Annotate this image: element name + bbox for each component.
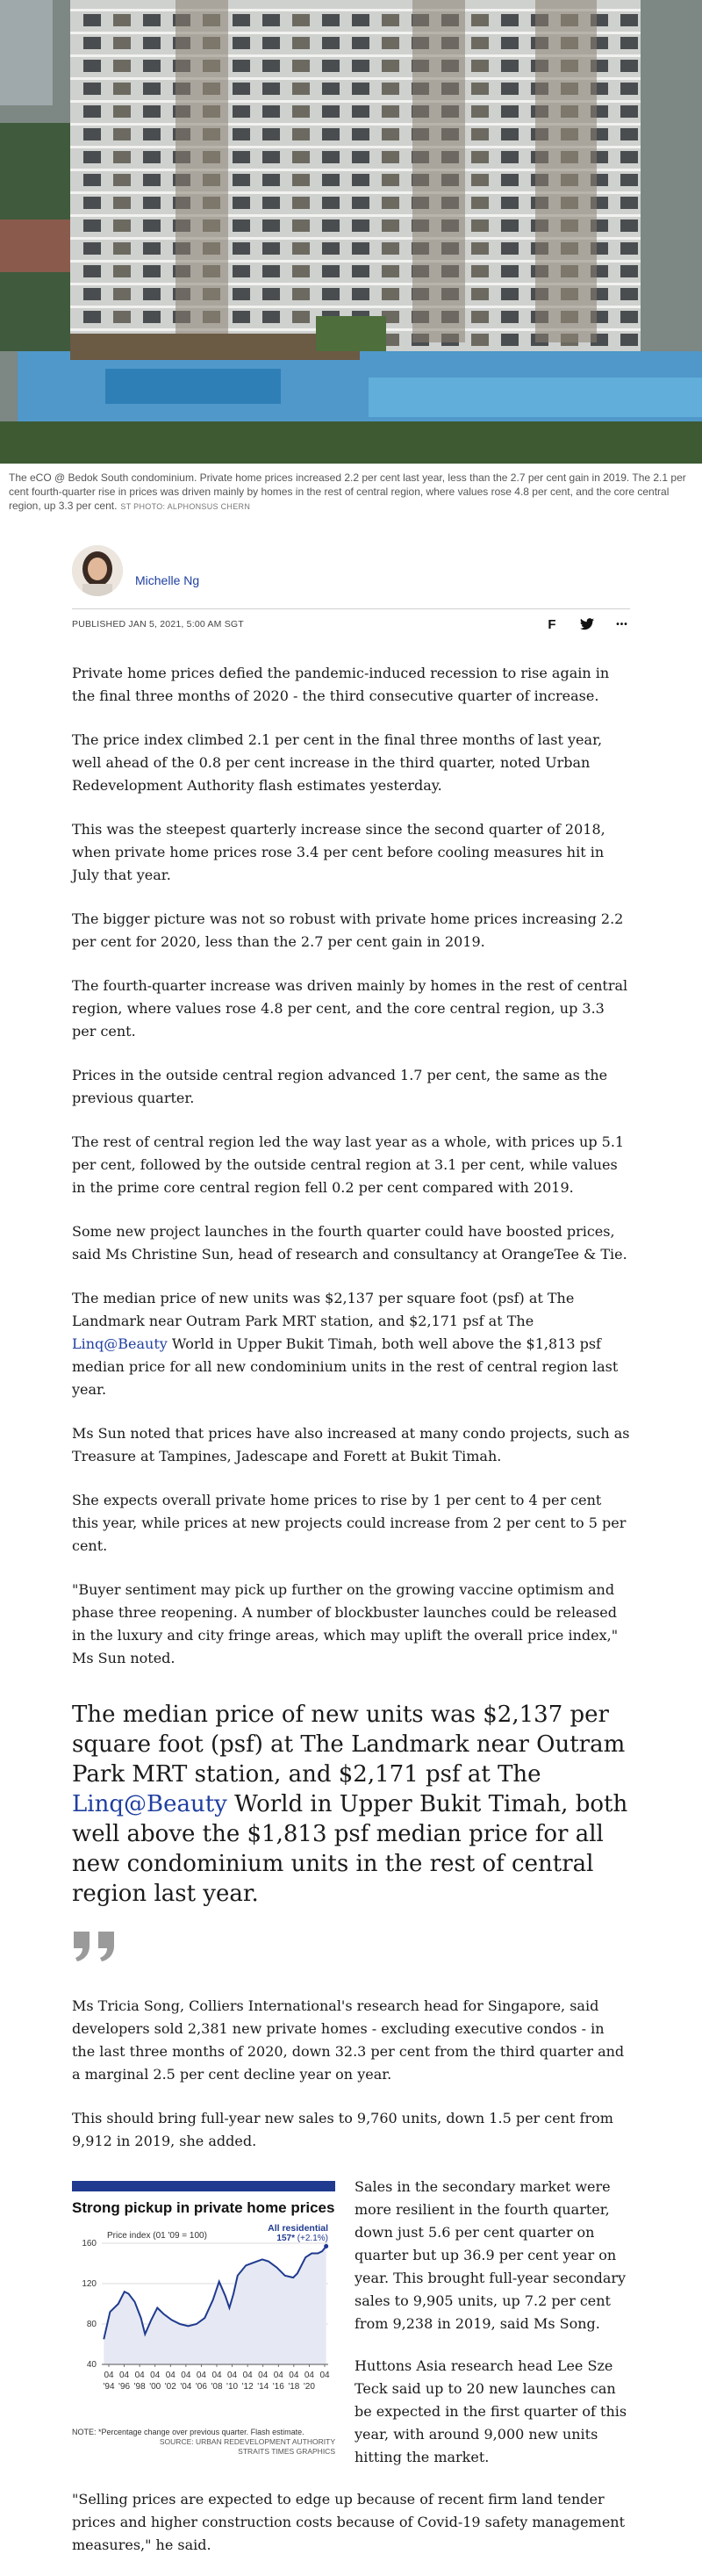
linq-beauty-link[interactable]: Linq@Beauty	[72, 1335, 168, 1352]
paragraph: Some new project launches in the fourth quarter could have boosted prices, said Ms Christine Sun, head of research and consultancy at OrangeTee & Tie.	[72, 1223, 627, 1263]
photo-caption	[0, 464, 702, 514]
x-tick-label-year: '96	[118, 2382, 131, 2392]
x-tick-label-year: '98	[133, 2382, 146, 2392]
caption-text: The eCO @ Bedok South condominium. Private home prices increased 2.2 per cent last year, less than the 2.7 per cent gain in 2019. The 2.1 per cent fourth-quarter rise in prices was driven mainly by homes in the rest of central region, where values rose 4.8 per cent, and the core central region, up 3.3 per cent.	[9, 471, 686, 512]
x-tick-label-year: '08	[211, 2382, 223, 2392]
quote-icon	[72, 1928, 630, 1972]
paragraph: Prices in the outside central region advanced 1.7 per cent, the same as the previous quarter.	[72, 1067, 608, 1106]
x-tick-label-quarter: 04	[319, 2371, 330, 2380]
x-tick-label-year: '18	[288, 2382, 300, 2392]
paragraph: The price index climbed 2.1 per cent in the final three months of last year, well ahead of the 0.8 per cent increase in the third quarter, noted Urban Redevelopment Authority flash estimates yesterday.	[72, 731, 603, 794]
x-tick-label-quarter: 04	[134, 2371, 145, 2380]
x-tick-label-quarter: 04	[181, 2371, 191, 2380]
paragraph: Private home prices defied the pandemic-induced recession to rise again in the final three months of 2020 - the third consecutive quarter of increase.	[72, 665, 610, 704]
text-span: World in Upper Bukit Timah, both well above the $1,813 psf median price for all new condominium units in the rest of central region last year.	[72, 1791, 628, 1907]
text-span: World in Upper Bukit Timah, both well above the $1,813 psf median price for all new condominium units in the rest of central region last year.	[72, 1335, 619, 1398]
x-tick-label-quarter: 04	[119, 2371, 130, 2380]
paragraph-median-price	[72, 1287, 630, 1401]
x-tick-label-year: '02	[164, 2382, 176, 2392]
x-tick-label-quarter: 04	[273, 2371, 283, 2380]
y-tick-label: 40	[86, 2360, 97, 2370]
paragraph: The bigger picture was not so robust with private home prices increasing 2.2 per cent for 2020, less than the 2.7 per cent gain in 2019.	[72, 910, 624, 950]
x-tick-label-quarter: 04	[304, 2371, 314, 2380]
text-span: The median price of new units was $2,137 per square foot (psf) at The Landmark near Outram Park MRT station, and $2,171 psf at The	[72, 1702, 626, 1788]
chart-wrap-section	[72, 2176, 630, 2576]
paragraph: Ms Sun noted that prices have also increased at many condo projects, such as Treasure at Tampines, Jadescape and Forett at Bukit Timah.	[72, 1425, 630, 1464]
paragraph: Ms Tricia Song, Colliers International's research head for Singapore, said developers sold 2,381 new private homes - excluding executive condos - in the last three months of 2020, down 32.3 per cent from the third quarter and a marginal 2.5 per cent decline year on year.	[72, 1997, 625, 2083]
x-tick-label-year: '00	[149, 2382, 161, 2392]
x-tick-label-quarter: 04	[150, 2371, 161, 2380]
paragraph: This was the steepest quarterly increase since the second quarter of 2018, when private home prices rose 3.4 per cent before cooling measures hit in July that year.	[72, 821, 605, 883]
x-tick-label-quarter: 04	[227, 2371, 238, 2380]
share-bar	[544, 616, 630, 632]
paragraph: "Selling prices are expected to edge up because of recent firm land tender prices and higher construction costs because of Covid-19 safety management measures," he said.	[72, 2491, 626, 2553]
chart-source: SOURCE: URBAN REDEVELOPMENT AUTHORITY	[159, 2437, 335, 2446]
series-area	[104, 2247, 326, 2365]
paragraph: Huttons Asia research head Lee Sze Teck said up to 20 new launches can be expected in the first quarter of this year, with around 9,000 new units hitting the market.	[355, 2357, 627, 2465]
line-chart	[72, 2217, 335, 2419]
annotation-value: 157*	[276, 2234, 295, 2243]
article-meta	[72, 609, 630, 639]
x-tick-label-year: '04	[180, 2382, 192, 2392]
x-tick-label-year: '14	[257, 2382, 269, 2392]
x-tick-label-quarter: 04	[242, 2371, 253, 2380]
paragraph: The rest of central region led the way last year as a whole, with prices up 5.1 per cent, followed by the outside central region at 3.1 per cent, while values in the prime core central region fell 0.2 per cent compared with 2019.	[72, 1133, 625, 1196]
paragraph: She expects overall private home prices to rise by 1 per cent to 4 per cent this year, while prices at new projects could increase from 2 per cent to 5 per cent.	[72, 1492, 627, 1554]
more-options-icon[interactable]: •••	[616, 619, 628, 630]
x-tick-label-quarter: 04	[258, 2371, 269, 2380]
twitter-icon[interactable]	[579, 616, 595, 632]
author-name-link[interactable]: Michelle Ng	[135, 573, 200, 587]
latest-point	[324, 2244, 328, 2249]
author-avatar[interactable]	[72, 545, 123, 596]
x-tick-label-quarter: 04	[165, 2371, 176, 2380]
price-chart	[72, 2181, 335, 2457]
x-tick-label-quarter: 04	[289, 2371, 299, 2380]
author-block	[72, 543, 630, 598]
x-tick-label-year: '20	[303, 2382, 315, 2392]
x-tick-label-quarter: 04	[211, 2371, 222, 2380]
annotation-label: All residential	[268, 2223, 328, 2234]
x-tick-label-year: '06	[195, 2382, 207, 2392]
published-date: PUBLISHED JAN 5, 2021, 5:00 AM SGT	[72, 619, 244, 630]
paragraph: Sales in the secondary market were more resilient in the fourth quarter, down just 5.6 per cent quarter on quarter but up 36.9 per cent year on year. This brought full-year secondary sales to 9,905 units, up 7.2 per cent from 9,238 in 2019, said Ms Song.	[355, 2178, 627, 2332]
chart-top-bar	[72, 2181, 335, 2191]
x-tick-label-year: '94	[103, 2382, 115, 2392]
hero-photo	[0, 0, 702, 464]
article-body-2	[72, 1995, 630, 2153]
x-tick-label-year: '12	[241, 2382, 254, 2392]
paragraph: "Buyer sentiment may pick up further on the growing vaccine optimism and phase three reopening. A number of blockbuster launches could be released in the luxury and city fringe areas, which may uplift the overall price index," Ms Sun noted.	[72, 1581, 619, 1666]
x-tick-label-quarter: 04	[196, 2371, 206, 2380]
article-body	[72, 662, 630, 1670]
article	[0, 543, 702, 2576]
y-tick-label: 120	[82, 2279, 97, 2289]
y-tick-label: 80	[86, 2320, 97, 2329]
y-axis-label: Price index (01 '09 = 100)	[107, 2231, 207, 2241]
annotation-change: (+2.1%)	[297, 2234, 328, 2243]
facebook-icon[interactable]: F	[548, 616, 556, 632]
paragraph: This should bring full-year new sales to 9,760 units, down 1.5 per cent from 9,912 in 2019, she added.	[72, 2110, 613, 2149]
pull-quote	[72, 1700, 630, 1909]
x-tick-label-year: '16	[272, 2382, 284, 2392]
x-tick-label-quarter: 04	[104, 2371, 114, 2380]
photo-credit: ST PHOTO: ALPHONSUS CHERN	[120, 502, 251, 511]
y-tick-label: 160	[82, 2239, 97, 2249]
chart-note: NOTE: *Percentage change over previous quarter. Flash estimate.	[72, 2428, 304, 2436]
pullquote-linq-beauty-link[interactable]: Linq@Beauty	[72, 1791, 227, 1817]
condominium-illustration	[0, 0, 702, 464]
chart-title: Strong pickup in private home prices	[72, 2199, 335, 2216]
x-tick-label-year: '10	[226, 2382, 239, 2392]
chart-publisher: STRAITS TIMES GRAPHICS	[238, 2447, 335, 2456]
paragraph: The fourth-quarter increase was driven mainly by homes in the rest of central region, where values rose 4.8 per cent, and the core central region, up 3.3 per cent.	[72, 977, 628, 1040]
text-span: The median price of new units was $2,137 per square foot (psf) at The Landmark near Outram Park MRT station, and $2,171 psf at The	[72, 1290, 575, 1329]
